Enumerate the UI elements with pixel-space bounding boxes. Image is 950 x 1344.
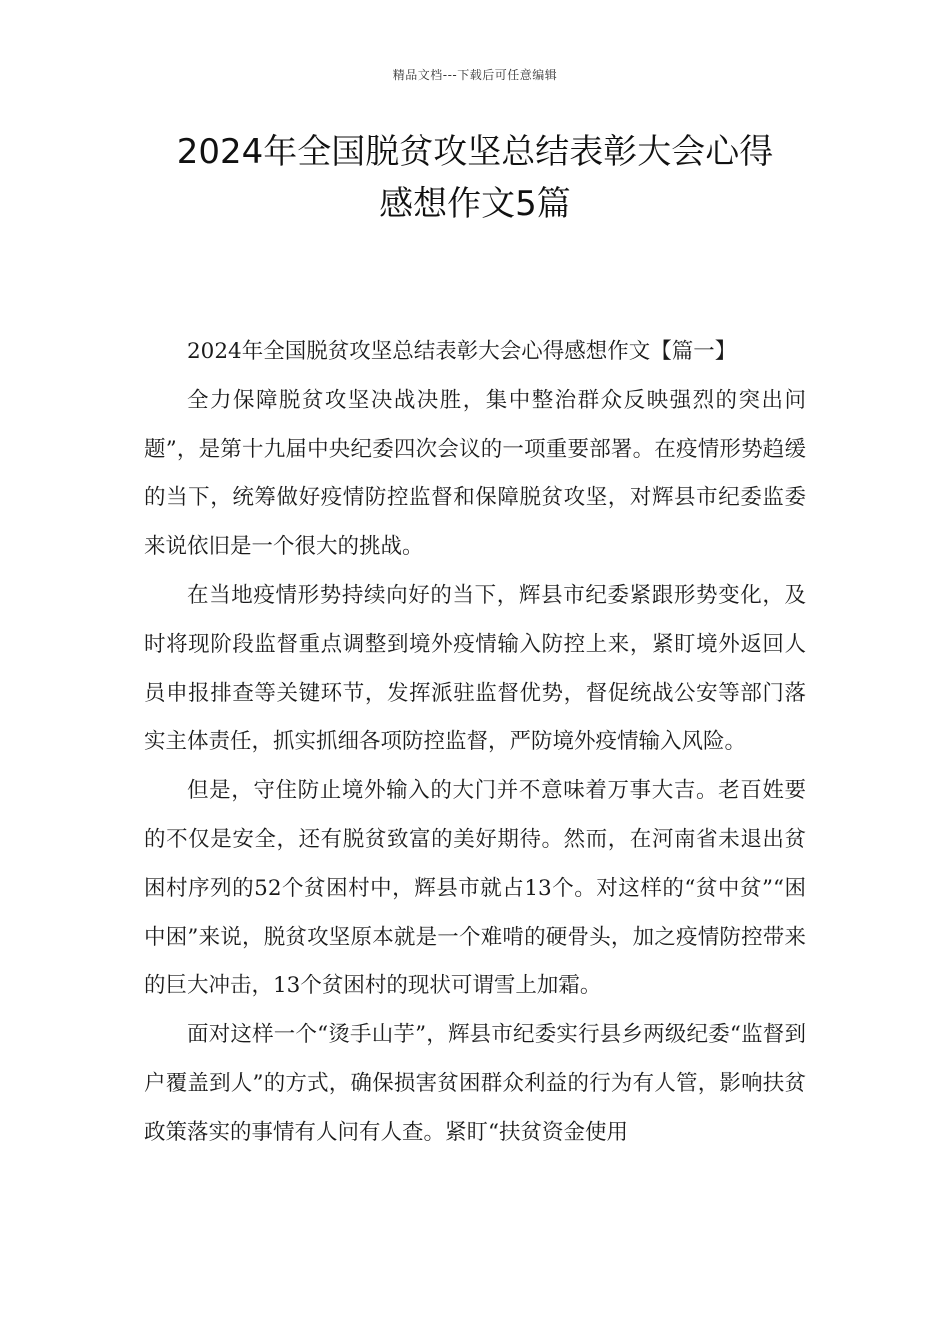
title-line-1: 2024年全国脱贫攻坚总结表彰大会心得 <box>176 132 774 172</box>
paragraph-3: 但是，守住防止境外输入的大门并不意味着万事大吉。老百姓要的不仅是安全，还有脱贫致富的美好期待。然而，在河南省未退出贫困村序列的52个贫困村中，辉县市就占13个。对这样的“贫中贫”“困中困”来说，脱贫攻坚原本就是一个难啃的硬骨头，加之疫情防控带来的巨大冲击，13个贫困村的现状可谓雪上加霜。 <box>144 778 806 999</box>
title-line-2: 感想作文5篇 <box>379 184 571 224</box>
document-title <box>130 126 820 230</box>
section-subheading: 2024年全国脱贫攻坚总结表彰大会心得感想作文【篇一】 <box>187 339 737 364</box>
paragraph-2: 在当地疫情形势持续向好的当下，辉县市纪委紧跟形势变化，及时将现阶段监督重点调整到境外疫情输入防控上来，紧盯境外返回人员申报排查等关键环节，发挥派驻监督优势，督促统战公安等部门落实主体责任，抓实抓细各项防控监督，严防境外疫情输入风险。 <box>144 582 806 755</box>
paragraph-4: 面对这样一个“烫手山芋”，辉县市纪委实行县乡两级纪委“监督到户覆盖到人”的方式，确保损害贫困群众利益的行为有人管，影响扶贫政策落实的事情有人问有人查。紧盯“扶贫资金使用 <box>144 1022 806 1145</box>
page-header: 精品文档---下载后可任意编辑 <box>392 68 558 82</box>
paragraph-1: 全力保障脱贫攻坚决战决胜，集中整治群众反映强烈的突出问题”，是第十九届中央纪委四次会议的一项重要部署。在疫情形势趋缓的当下，统筹做好疫情防控监督和保障脱贫攻坚，对辉县市纪委监委来说依旧是一个很大的挑战。 <box>144 387 806 560</box>
document-body <box>144 328 806 1158</box>
